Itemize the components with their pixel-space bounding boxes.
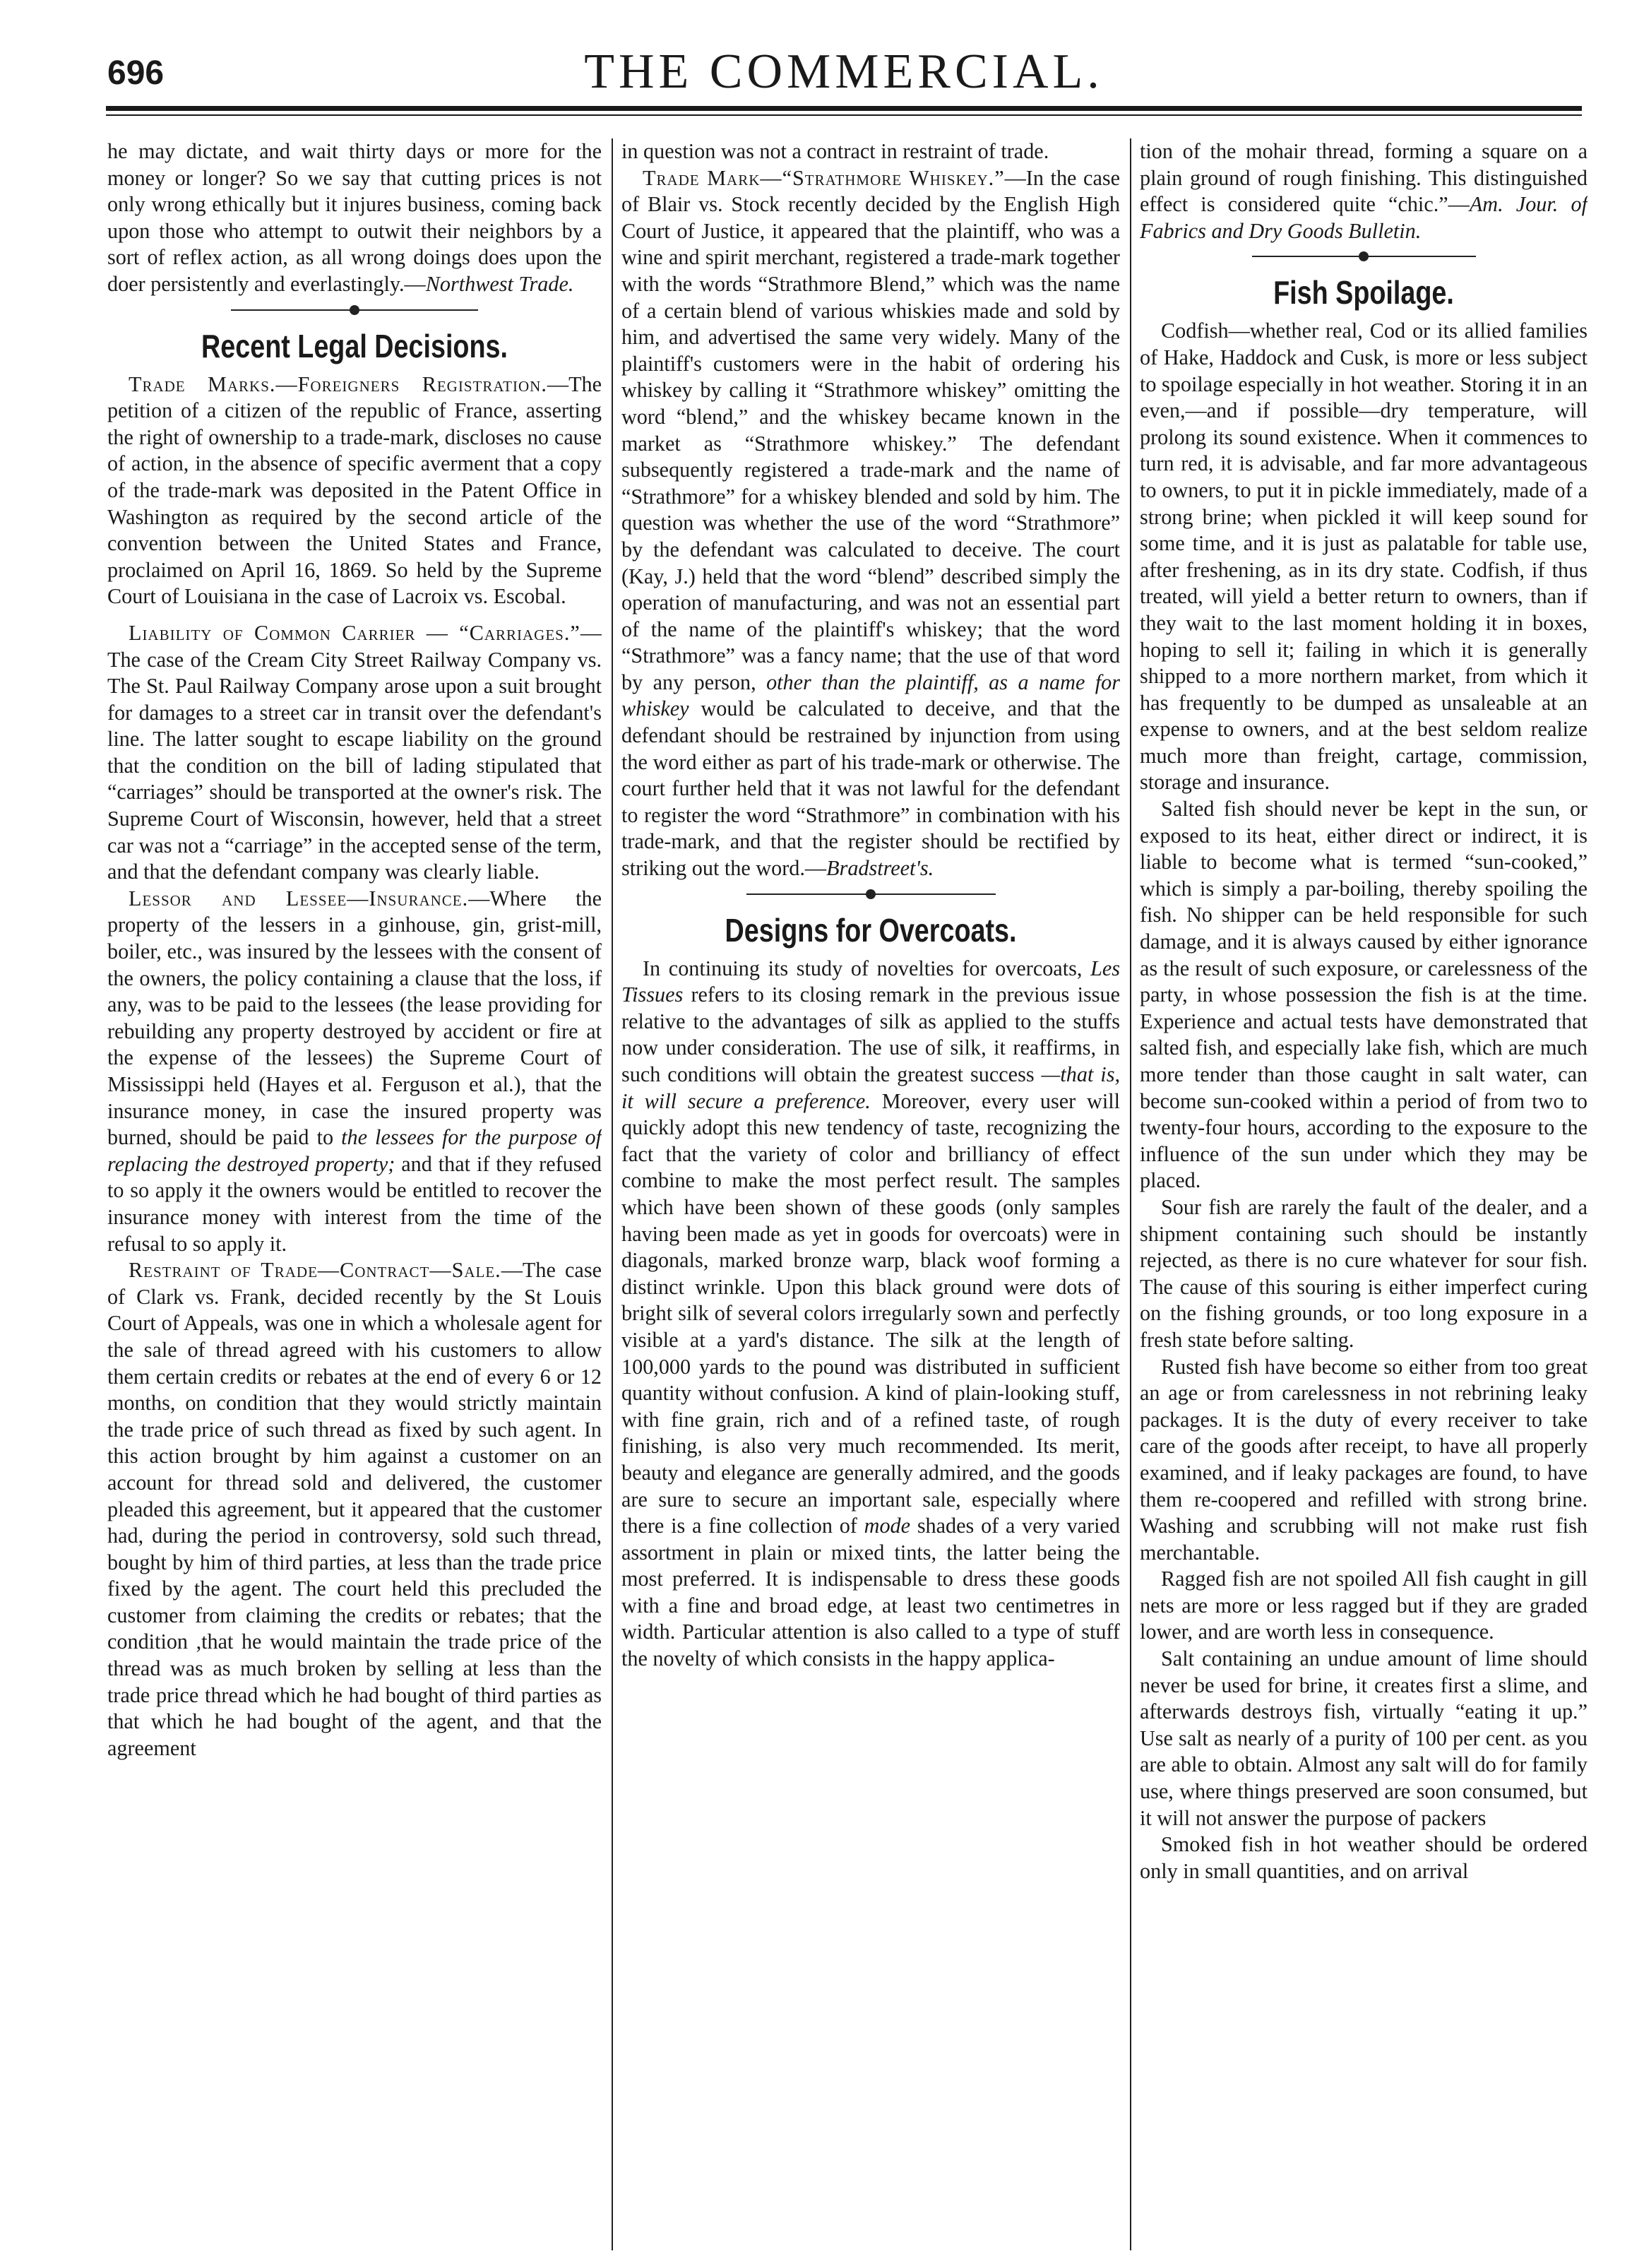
item-lessor-lessee: Lessor and Lessee—Insurance.—Where the property of the lessers in a ginhouse, gin, grist-mill, boiler, etc., was insured by the lessees with the consent of the owners, the policy containing a clause that the loss, if any, was to be paid to the lessees (the lease providing for rebuilding any property destroyed by accident or fire at the expense of the lessees) the Supreme Court of Mississippi held (Hayes et al. Ferguson et al.), that the insurance money, in case the insured property was burned, should be paid to the lessees for the purpose of replacing the destroyed property; and that if they refused to so apply it the owners would be entitled to recover the insurance money with interest from the time of the refusal to so apply it. (107, 886, 602, 1256)
article-source: Northwest Trade. (425, 271, 574, 296)
headline-overcoats: Designs for Overcoats. (725, 911, 1017, 949)
paragraph: Sour fish are rarely the fault of the dealer, and a shipment containing such should be instantly rejected, as there is no cure whatever for sour fish. The cause of this souring is either imperfect curing on the fishing grounds, or too long exposure in a fresh state before salting. (1140, 1194, 1588, 1352)
item-strathmore-whiskey: Trade Mark—“Strathmore Whiskey.”—In the case of Blair vs. Stock recently decided by the English High Court of Justice, it appeared that the plaintiff, who was a wine and spirit merchant, registered a trade-mark together with the words “Strathmore Blend,” which was the name of a certain blend of various whiskies made and sold by him, and advertised the same very widely. Many of the plaintiff's customers were in the habit of ordering his whiskey by calling it “Strathmore whiskey” omitting the word “blend,” and the whiskey became known in the market as “Strathmore whiskey.” The defendant subsequently registered a trade-mark and the name of “Strathmore” for a whiskey blended and sold by him. The question was whether the use of the word “Strathmore” by the defendant was calculated to deceive. The court (Kay, J.) held that the word “blend” described simply the operation of manufacturing, and was not an essential part of the name of the plaintiff's whiskey; that the word “Strathmore” was a fancy name; that the use of that word by any person, other than the plaintiff, as a name for whiskey would be calculated to deceive, and that the defendant should be restrained by injunction from using the word either as part of his trade-mark or otherwise. The court further held that it was not lawful for the defendant to register the word “Strathmore” in combination with his trade-mark, and that the register should be rectified by striking out the word.—Bradstreet's. (621, 165, 1120, 881)
masthead-rule-thick (106, 106, 1582, 111)
article-source: Bradstreet's. (826, 856, 934, 881)
headline-fish-spoilage: Fish Spoilage. (1273, 274, 1454, 311)
paragraph: Ragged fish are not spoiled All fish caught in gill nets are more or less ragged but if they are graded lower, and are worth less in consequence. (1140, 1567, 1588, 1644)
item-lead: Lessor and Lessee—Insurance. (129, 886, 469, 910)
masthead (106, 44, 1582, 107)
paragraph: Salt containing an undue amount of lime should never be used for brine, it creates first a slime, and afterwards destroys fish, virtually “eating it up.” Use salt as nearly of a purity of 100 per cent. as you are able to obtain. Almost any salt will do for family use, where things preserved are soon consumed, but it will not answer the purpose of packers (1140, 1646, 1588, 1830)
article-separator (1140, 247, 1588, 266)
page-number: 696 (107, 54, 165, 92)
article-separator (621, 885, 1120, 903)
item-lead: Liability of Common Carrier — “Carriages.” (129, 620, 580, 645)
column-divider (1130, 138, 1131, 2250)
article-continuation: in question was not a contract in restraint of trade. (621, 139, 1049, 163)
item-trade-marks: Trade Marks.—Foreigners Registration.—The petition of a citizen of the republic of France, asserting the right of ownership to a trade-mark, discloses no cause of action, in the absence of specific averment that a copy of the trade-mark was deposited in the Patent Office in Washington as required by the second article of the convention between the United States and France, proclaimed on April 16, 1869. So held by the Supreme Court of Louisiana in the case of Lacroix vs. Escobal. (107, 372, 602, 609)
paragraph: Salted fish should never be kept in the sun, or exposed to its heat, either direct or indirect, it is liable to become what is termed “sun-cooked,” which is simply a par-boiling, thereby spoiling the fish. No shipper can be held responsible for such damage, and it is always caused by either ignorance as the result of such exposure, or carelessness of the party, in whose possession the fish is at the time. Experience and actual tests have demonstrated that salted fish, and especially lake fish, which are much more tender than those caught in salt water, can become sun-cooked within a period of from two to twenty-four hours, according to the exposure to the influence of the sun under which they may be placed. (1140, 797, 1588, 1193)
column-2 (621, 138, 1120, 2250)
journal-title: THE COMMERCIAL. (584, 44, 1104, 99)
item-lead: Trade Marks.—Foreigners Registration. (129, 372, 547, 396)
column-1 (107, 138, 602, 2250)
item-lead: Trade Mark—“Strathmore Whiskey.” (643, 165, 1005, 190)
item-restraint-of-trade: Restraint of Trade—Contract—Sale.—The case of Clark vs. Frank, decided recently by the St Louis Court of Appeals, was one in which a wholesale agent for the sale of thread agreed with his customers to allow them certain credits or rebates at the end of every 6 or 12 months, on condition that they would strictly maintain the trade price of such thread as fixed by such agent. In this action brought by him against a customer on an account for thread sold and delivered, the customer pleaded this agreement, but it appeared that the customer had, during the period in controversy, sold such thread, bought by him of third parties, at less than the trade price fixed by the agent. The court held this precluded the customer from claiming the credits or rebates; that the condition ,that he would maintain the trade price of the thread was as much broken by selling at less than the trade price thread which he had bought of third parties as that which he had bought of the agent, and that the agreement (107, 1258, 602, 1760)
column-3 (1140, 138, 1588, 2250)
masthead-rule-thin (106, 114, 1582, 116)
paragraph: Codfish—whether real, Cod or its allied families of Hake, Haddock and Cusk, is more or less subject to spoilage especially in hot weather. Storing it in an even,—and if possible—dry temperature, will prolong its sound existence. When it commences to turn red, it is advisable, and far more advantageous to owners, to put it in pickle immediately, made of a strong brine; when pickled it will keep sound for some time, and it is just as palatable for table use, after freshening, as in its dry state. Codfish, if thus treated, will yield a better return to owners, than if they wait to the last moment holding it in boxes, hoping to sell it; failing in which it is generally shipped to a more northern market, from which it has frequently to be dumped as unsaleable at an expense to owners, and at the best seldom realize much more than freight, cartage, commission, storage and insurance. (1140, 319, 1588, 795)
item-lead: Restraint of Trade—Contract—Sale. (129, 1258, 501, 1283)
article-overcoats: In continuing its study of novelties for overcoats, Les Tissues refers to its closing remark in the previous issue relative to the advantages of silk as applied to the stuffs now under consideration. The use of silk, it reaffirms, in such conditions will obtain the greatest success —that is, it will secure a preference. Moreover, every user will quickly adopt this new tendency of taste, recognizing the fact that the variety of color and brilliancy of effect combine to make the most perfect result. The samples which have been shown of these goods (only samples having been made as yet in goods for overcoats) were in diagonals, marked bronze warp, black woof forming a distinct wrinkle. Upon this black ground were dots of bright silk of several colors irregularly sown and perfectly visible at a yard's distance. The silk at the length of 100,000 yards to the pound was distributed in sufficient quantity without confusion. A kind of plain-looking stuff, with fine grain, rich and of a refined taste, of rough finishing, is also very much recommended. Its merit, beauty and elegance are generally admired, and the goods are sure to secure an important sale, especially where there is a fine collection of mode shades of a very varied assortment in plain or mixed tints, the latter being the most preferred. It is indispensable to dress these goods with a fine and broad edge, at least two centimetres in width. Particular attention is also called to a type of stuff the novelty of which consists in the happy applica- (621, 956, 1120, 1671)
paragraph: Smoked fish in hot weather should be ordered only in small quantities, and on arrival (1140, 1832, 1588, 1883)
article-source: Am. Jour. of Fabrics and Dry Goods Bulletin. (1140, 192, 1588, 243)
column-divider (612, 138, 613, 2250)
article-separator (107, 301, 602, 319)
item-common-carrier: Liability of Common Carrier — “Carriages.”—The case of the Cream City Street Railway Company vs. The St. Paul Railway Company arose upon a suit brought for damages to a street car in transit over the defendant's line. The latter sought to escape liability on the ground that the condition on the bill of lading stipulated that “carriages” should be transported at the owner's risk. The Supreme Court of Wisconsin, however, held that a street car was not a “carriage” in the accepted sense of the term, and that the defendant company was clearly liable. (107, 620, 602, 884)
article-continuation: tion of the mohair thread, forming a square on a plain ground of rough finishing. This distinguished effect is considered quite “chic.”—Am. Jour. of Fabrics and Dry Goods Bulletin. (1140, 139, 1588, 243)
paragraph: Rusted fish have become so either from too great an age or from carelessness in not rebrining leaky packages. It is the duty of every receiver to take care of the goods after receipt, to have all properly examined, and if leaky packages are found, to have them re-coopered and refilled with strong brine. Washing and scrubbing will not make rust fish merchantable. (1140, 1354, 1588, 1565)
headline-legal-decisions: Recent Legal Decisions. (201, 327, 508, 364)
article-continuation: he may dictate, and wait thirty days or more for the money or longer? So we say that cutting prices is not only wrong ethically but it injures business, coming back upon those who attempt to outwit their neighbors by a sort of reflex action, as all wrong doings does upon the doer persistently and everlastingly.—Northwest Trade. (107, 139, 602, 296)
